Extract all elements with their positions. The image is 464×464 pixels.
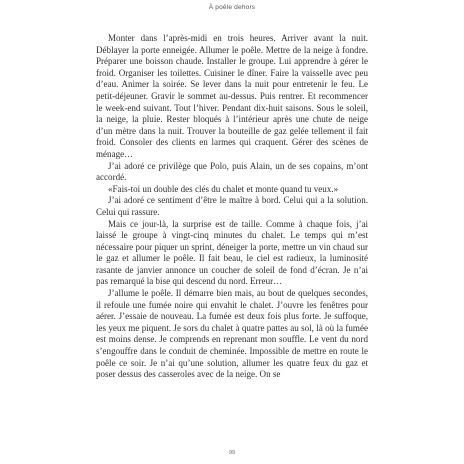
paragraph: J’ai adoré ce sentiment d’être le maître à bord. Celui qui a la solution. Celui qui rassure.: [96, 195, 368, 217]
page-number: 99: [228, 450, 236, 456]
paragraph: Monter dans l’après-midi en trois heures. Arriver avant la nuit. Déblayer la porte enneigée. Allumer le poêle. Mettre de la neige à fondre. Préparer une boisson chaude. Installer le groupe. Lui apprendre à gérer le froid. Organiser les toilettes. Cuisiner le dîner. Faire la vaisselle avec peu d’eau. Animer la soirée. Se lever dans la nuit pour entretenir le feu. Le petit-déjeuner. Gravir le sommet au-dessus. Puis rentrer. Et recommencer le week-end suivant. Tout l’hiver. Pendant dix-huit saisons. Sous le soleil, la neige, la pluie. Rester bloqués à l’intérieur après une chute de neige d’un mètre dans la nuit. Trouver la bouteille de gaz gelée tellement il fait froid. Consoler des clients en larmes qui craquent. Gérer des scènes de ménage…: [96, 33, 368, 159]
body-text: [96, 33, 368, 381]
paragraph: J’allume le poêle. Il démarre bien mais, au bout de quelques secondes, il refoule une fumée noire qui envahit le chalet. J’ouvre les fenêtres pour aérer. J’essaie de nouveau. La fumée est deux fois plus forte. Je suffoque, les yeux me piquent. Je sors du chalet à quatre pattes au sol, là où la fumée est moins dense. Je comprends en reprenant mon souffle. Le vent du nord s’engouffre dans le conduit de cheminée. Impossible de mettre en route le poêle ce soir. Je n’ai qu’une solution, allumer les quatre feux du gaz et poser dessus des casseroles avec de la neige. On se: [96, 288, 368, 380]
running-title: À poêle dehors: [208, 4, 256, 11]
paragraph: «Fais-toi un double des clés du chalet et monte quand tu veux.»: [108, 183, 339, 194]
paragraph: J’ai adoré ce privilège que Polo, puis Alain, un de ses copains, m’ont accordé.: [96, 160, 368, 183]
paragraph: Mais ce jour-là, la surprise est de taille. Comme à chaque fois, j’ai laissé le groupe à vingt-cinq minutes du chalet. Le temps qui m’est nécessaire pour piquer un sprint, déneiger la porte, mettre un vin chaud sur le gaz et allumer le poêle. Il fait beau, le ciel est radieux, la luminosité rasante de janvier annonce un coucher de soleil de fond d’écran. Je n’ai pas remarqué la bise qui descend du nord. Erreur…: [96, 218, 368, 287]
